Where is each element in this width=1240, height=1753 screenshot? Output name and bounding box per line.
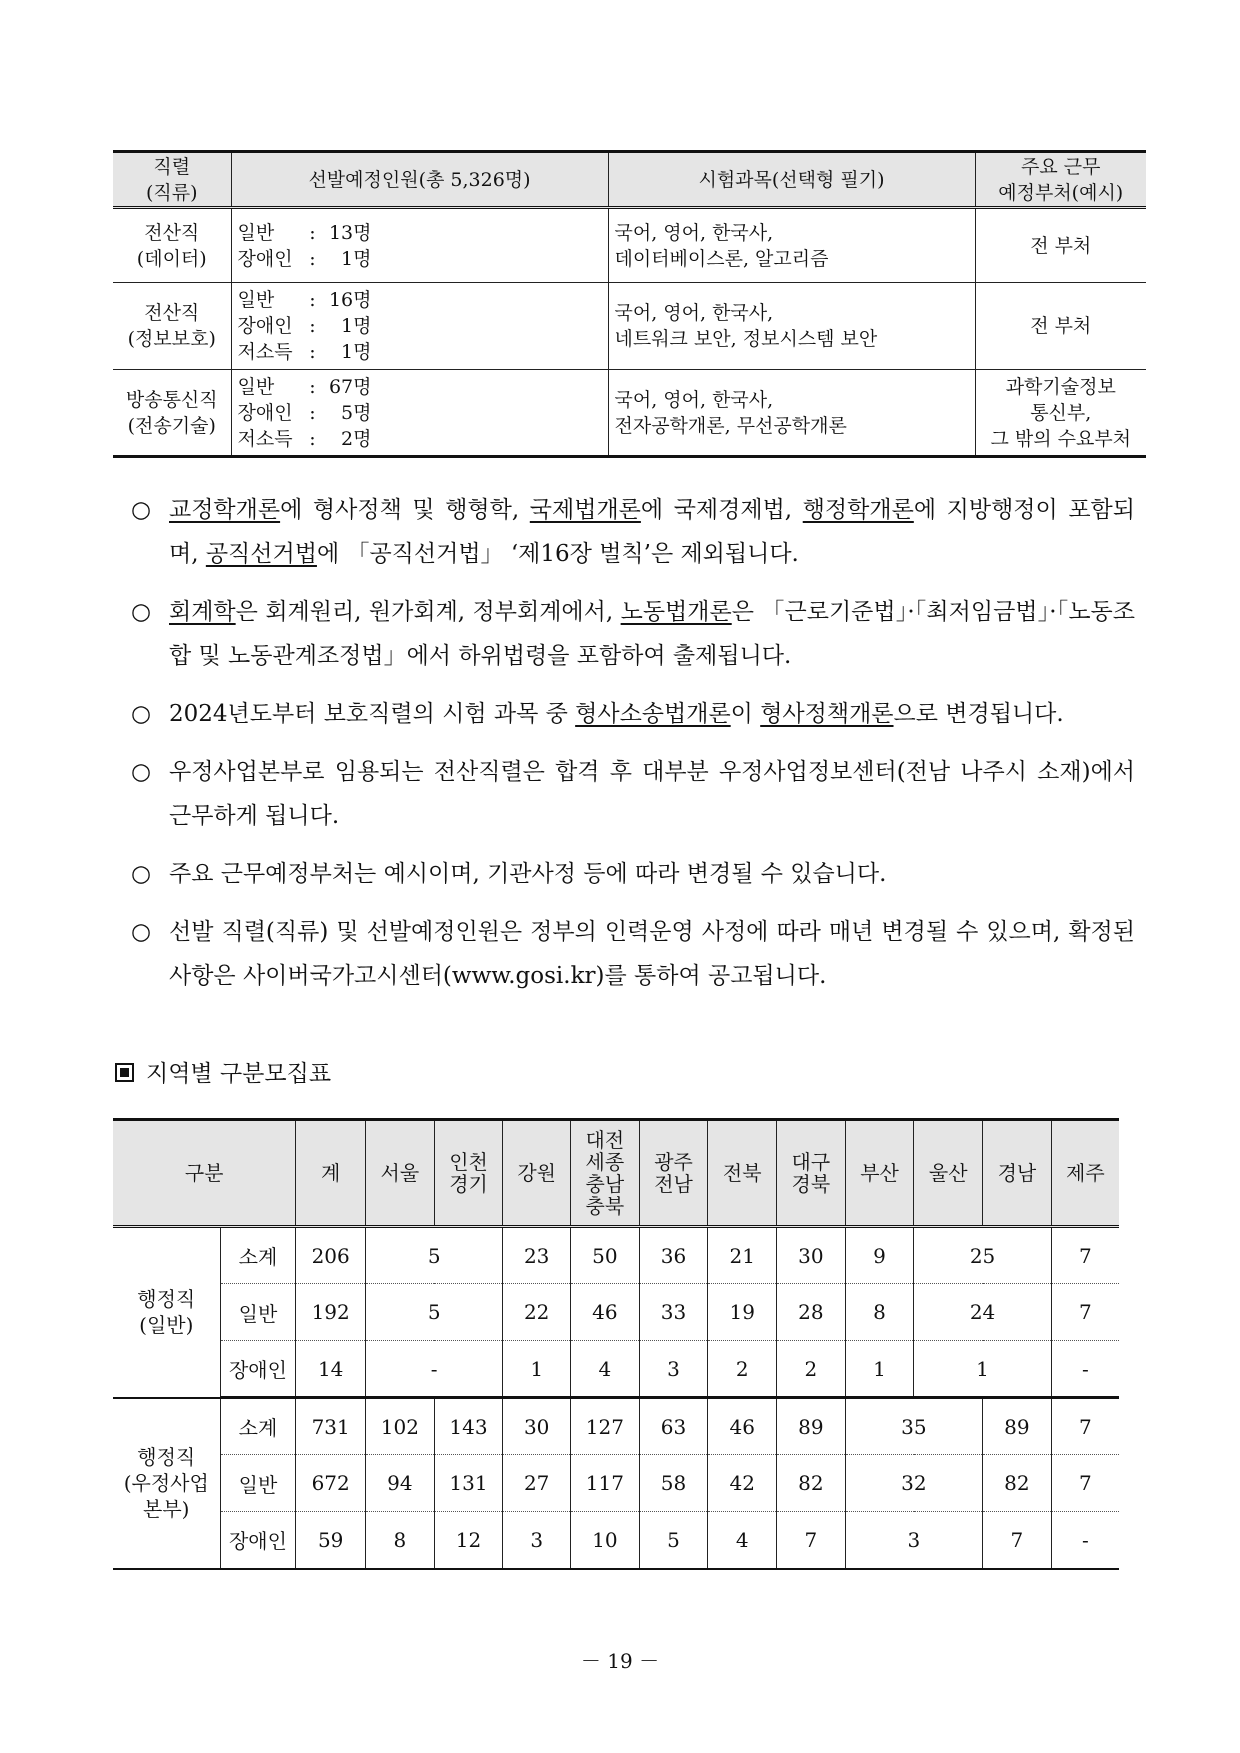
note-text: 에 지방행정이 포함되며, <box>169 497 1135 567</box>
subjects-cell <box>608 208 975 283</box>
quota-colon: : <box>309 401 316 424</box>
value-cell: 5 <box>639 1512 708 1569</box>
value-cell: 117 <box>571 1455 640 1512</box>
table-row <box>113 370 1146 457</box>
value-cell: 89 <box>777 1398 846 1455</box>
header-region: 서울 <box>366 1120 435 1227</box>
text-line: 대구 <box>791 1150 831 1174</box>
quota-type: 저소득 <box>237 341 293 363</box>
total-cell: 672 <box>296 1455 366 1512</box>
note-text: 이 <box>730 701 761 727</box>
note-text: 2024년도부터 보호직렬의 시험 과목 중 <box>169 701 576 727</box>
value-cell: 7 <box>983 1512 1052 1569</box>
header-region <box>777 1120 846 1227</box>
table-row <box>113 1512 1119 1569</box>
value-cell: 42 <box>708 1455 777 1512</box>
group-label <box>113 1227 220 1398</box>
value-cell: 28 <box>777 1284 846 1341</box>
text-line: 방송통신직 <box>125 388 218 411</box>
bullet-icon: ○ <box>131 759 152 785</box>
quota-colon: : <box>309 341 316 363</box>
value-cell: 2 <box>777 1341 846 1398</box>
table-row <box>113 1398 1119 1455</box>
value-cell: 9 <box>845 1227 914 1284</box>
header-region: 울산 <box>914 1120 983 1227</box>
bullet-icon: ○ <box>131 497 152 523</box>
value-cell: - <box>1051 1341 1119 1398</box>
note-item <box>125 692 1135 736</box>
sub-label: 장애인 <box>220 1341 296 1398</box>
note-term: 국제법개론 <box>529 497 641 523</box>
quota-type: 장애인 <box>237 247 293 270</box>
text-line: 행정직 <box>137 1445 196 1469</box>
text-line: 행정직 <box>137 1287 196 1312</box>
header-subjects <box>608 152 975 208</box>
text-line: 국어, 영어, 한국사, <box>614 221 774 244</box>
quota-colon: : <box>309 315 316 337</box>
quota-line <box>238 426 602 452</box>
quota-colon: : <box>309 221 316 244</box>
total-cell: 192 <box>296 1284 366 1341</box>
text-line: 경기 <box>449 1172 488 1196</box>
note-term: 형사소송법개론 <box>575 701 731 727</box>
table-row <box>113 1284 1119 1341</box>
section-title <box>115 1055 331 1088</box>
value-cell: 4 <box>708 1512 777 1569</box>
value-cell: 8 <box>845 1284 914 1341</box>
text-line: 데이터베이스론, 알고리즘 <box>614 247 829 270</box>
text-line: (일반) <box>139 1313 194 1338</box>
header-category: 구분 <box>113 1120 296 1227</box>
value-cell: 24 <box>914 1284 1051 1341</box>
value-cell: 63 <box>639 1398 708 1455</box>
bullet-icon: ○ <box>131 861 152 887</box>
text-line: 세종 <box>585 1150 625 1174</box>
header-region: 전북 <box>708 1120 777 1227</box>
regional-table-header <box>113 1120 1119 1227</box>
value-cell: - <box>1051 1512 1119 1569</box>
dept-cell <box>975 370 1146 457</box>
note-term: 노동법개론 <box>620 599 732 625</box>
value-cell: 89 <box>983 1398 1052 1455</box>
section-title-text: 지역별 구분모집표 <box>146 1061 332 1087</box>
sub-label: 소계 <box>220 1227 296 1284</box>
note-text: 에 형사정책 및 행형학, <box>280 497 530 523</box>
value-cell: 33 <box>639 1284 708 1341</box>
text-line: 전자공학개론, 무선공학개론 <box>614 414 847 437</box>
value-cell: 2 <box>708 1341 777 1398</box>
header-region <box>434 1120 503 1227</box>
subjects-cell <box>608 283 975 370</box>
value-cell: 8 <box>366 1512 435 1569</box>
value-cell: 143 <box>434 1398 503 1455</box>
value-cell: 127 <box>571 1398 640 1455</box>
sub-label: 소계 <box>220 1398 296 1455</box>
note-text: 에 「공직선거법」 ‘제16장 벌칙’은 제외됩니다. <box>316 541 799 567</box>
header-region <box>639 1120 708 1227</box>
quota-cell <box>231 208 608 283</box>
text-line: 본부) <box>143 1497 190 1521</box>
value-cell: 3 <box>639 1341 708 1398</box>
square-bullet-icon <box>115 1063 134 1082</box>
note-item <box>125 590 1135 678</box>
bullet-icon: ○ <box>131 701 152 727</box>
value-cell: - <box>366 1341 503 1398</box>
quota-count: 13명 <box>328 221 372 244</box>
quota-colon: : <box>309 375 316 398</box>
header-region: 강원 <box>503 1120 571 1227</box>
quota-type: 일반 <box>237 375 275 398</box>
quota-colon: : <box>309 247 316 270</box>
value-cell: 131 <box>434 1455 503 1512</box>
value-cell: 10 <box>571 1512 640 1569</box>
value-cell: 22 <box>503 1284 571 1341</box>
quota-line <box>238 220 602 246</box>
sub-label: 일반 <box>220 1455 296 1512</box>
total-cell: 14 <box>296 1341 366 1398</box>
value-cell: 7 <box>1051 1398 1119 1455</box>
quota-count: 1명 <box>341 341 372 363</box>
quota-colon: : <box>309 427 316 450</box>
value-cell: 50 <box>571 1227 640 1284</box>
text-line: (직류) <box>145 181 198 204</box>
series-cell <box>113 208 231 283</box>
header-dept <box>975 152 1146 208</box>
text-line: 그 밖의 수요부처 <box>990 427 1132 450</box>
quota-line <box>238 313 602 339</box>
text-line: 국어, 영어, 한국사, <box>614 388 774 411</box>
value-cell: 1 <box>845 1341 914 1398</box>
quota-count: 5명 <box>341 401 372 424</box>
text-line: 예정부처(예시) <box>998 181 1124 204</box>
note-item <box>125 910 1135 998</box>
table-row <box>113 283 1146 370</box>
value-cell: 7 <box>1051 1284 1119 1341</box>
header-region: 계 <box>296 1120 366 1227</box>
note-term: 행정학개론 <box>802 497 914 523</box>
note-text: 은 「근로기준법」·「최저임금법」·「노동조합 및 노동관계조정법」에서 하위법령을 포함하여 출제됩니다. <box>169 599 1135 669</box>
text-line: 직렬 <box>153 155 191 178</box>
value-cell: 5 <box>366 1227 503 1284</box>
quota-count: 67명 <box>328 375 372 398</box>
text-line: 전산직 <box>144 302 200 324</box>
value-cell: 94 <box>366 1455 435 1512</box>
value-cell: 30 <box>777 1227 846 1284</box>
text-line: (우정사업 <box>123 1471 209 1495</box>
value-cell: 3 <box>503 1512 571 1569</box>
subjects-cell <box>608 370 975 457</box>
note-text: 에 국제경제법, <box>640 497 803 523</box>
series-cell <box>113 283 231 370</box>
total-cell: 731 <box>296 1398 366 1455</box>
text-line: 대전 <box>585 1128 625 1152</box>
header-quota <box>231 152 608 208</box>
value-cell: 3 <box>845 1512 982 1569</box>
text-line: 국어, 영어, 한국사, <box>614 302 774 324</box>
header-region: 부산 <box>845 1120 914 1227</box>
value-cell: 7 <box>1051 1455 1119 1512</box>
note-text: 선발 직렬(직류) 및 선발예정인원은 정부의 인력운영 사정에 따라 매년 변경될 수 있으며, 확정된 사항은 사이버국가고시센터(www.gosi.kr)를 통하여 공고됩니다. <box>169 919 1135 989</box>
note-term: 회계학 <box>169 599 236 625</box>
text-line: (데이터) <box>136 247 207 270</box>
quota-count: 16명 <box>328 289 372 311</box>
value-cell: 30 <box>503 1398 571 1455</box>
total-cell: 206 <box>296 1227 366 1284</box>
note-text: 으로 변경됩니다. <box>893 701 1064 727</box>
recruitment-table-header <box>113 152 1146 208</box>
text-line: 광주 <box>654 1150 693 1174</box>
note-term: 공직선거법 <box>205 541 317 567</box>
sub-label: 일반 <box>220 1284 296 1341</box>
value-cell: 5 <box>366 1284 503 1341</box>
value-cell: 32 <box>845 1455 982 1512</box>
regional-table <box>113 1118 1119 1570</box>
sub-label: 장애인 <box>220 1512 296 1569</box>
text-line: (전송기술) <box>127 414 216 437</box>
value-cell: 82 <box>983 1455 1052 1512</box>
table-row <box>113 1227 1119 1284</box>
text-line: 경북 <box>791 1172 831 1196</box>
quota-line <box>238 287 602 313</box>
quota-line <box>238 339 602 365</box>
quota-type: 저소득 <box>237 427 293 450</box>
quota-count: 1명 <box>341 315 372 337</box>
text-line: 인천 <box>449 1150 488 1174</box>
value-cell: 102 <box>366 1398 435 1455</box>
quota-type: 장애인 <box>237 401 293 424</box>
quota-line <box>238 374 602 400</box>
value-cell: 35 <box>845 1398 982 1455</box>
value-cell: 46 <box>708 1398 777 1455</box>
quota-cell <box>231 370 608 457</box>
quota-line <box>238 246 602 272</box>
notes-list <box>125 488 1135 1012</box>
note-text: 은 회계원리, 원가회계, 정부회계에서, <box>235 599 621 625</box>
table-row <box>113 208 1146 283</box>
value-cell: 36 <box>639 1227 708 1284</box>
quota-cell <box>231 283 608 370</box>
note-text: 우정사업본부로 임용되는 전산직렬은 합격 후 대부분 우정사업정보센터(전남 나주시 소재)에서 근무하게 됩니다. <box>169 759 1135 829</box>
dept-cell: 전 부처 <box>975 208 1146 283</box>
quota-colon: : <box>309 289 316 311</box>
quota-count: 2명 <box>341 427 372 450</box>
recruitment-table <box>113 150 1146 458</box>
text-line: 주요 근무 <box>1021 155 1101 178</box>
quota-type: 일반 <box>237 221 275 244</box>
value-cell: 1 <box>503 1341 571 1398</box>
text-line: 선발예정인원(총 5,326명) <box>308 168 531 191</box>
header-region: 경남 <box>983 1120 1052 1227</box>
table-row <box>113 1455 1119 1512</box>
bullet-icon: ○ <box>131 919 152 945</box>
value-cell: 23 <box>503 1227 571 1284</box>
value-cell: 12 <box>434 1512 503 1569</box>
page-number: － 19 － <box>580 1649 660 1673</box>
dept-cell: 전 부처 <box>975 283 1146 370</box>
table-row <box>113 1341 1119 1398</box>
note-item <box>125 488 1135 576</box>
text-line: 충북 <box>585 1194 625 1218</box>
quota-line <box>238 400 602 426</box>
quota-type: 일반 <box>237 289 275 311</box>
value-cell: 46 <box>571 1284 640 1341</box>
value-cell: 4 <box>571 1341 640 1398</box>
value-cell: 25 <box>914 1227 1051 1284</box>
series-cell <box>113 370 231 457</box>
note-term: 교정학개론 <box>169 497 281 523</box>
value-cell: 19 <box>708 1284 777 1341</box>
note-item <box>125 852 1135 896</box>
note-term: 형사정책개론 <box>760 701 894 727</box>
group-label <box>113 1398 220 1569</box>
header-series <box>113 152 231 208</box>
value-cell: 21 <box>708 1227 777 1284</box>
text-line: 전산직 <box>144 221 200 244</box>
quota-type: 장애인 <box>237 315 293 337</box>
text-line: 통신부, <box>1030 401 1092 424</box>
quota-count: 1명 <box>341 247 372 270</box>
value-cell: 7 <box>777 1512 846 1569</box>
text-line: 시험과목(선택형 필기) <box>698 168 885 191</box>
total-cell: 59 <box>296 1512 366 1569</box>
bullet-icon: ○ <box>131 599 152 625</box>
text-line: 네트워크 보안, 정보시스템 보안 <box>614 328 878 350</box>
text-line: 충남 <box>585 1172 625 1196</box>
value-cell: 58 <box>639 1455 708 1512</box>
text-line: 과학기술정보 <box>1005 375 1116 398</box>
value-cell: 82 <box>777 1455 846 1512</box>
header-region <box>571 1120 640 1227</box>
text-line: (정보보호) <box>127 328 216 350</box>
text-line: 전남 <box>654 1172 693 1196</box>
note-text: 주요 근무예정부처는 예시이며, 기관사정 등에 따라 변경될 수 있습니다. <box>169 861 887 887</box>
value-cell: 27 <box>503 1455 571 1512</box>
value-cell: 7 <box>1051 1227 1119 1284</box>
value-cell: 1 <box>914 1341 1051 1398</box>
header-region: 제주 <box>1051 1120 1119 1227</box>
note-item <box>125 750 1135 838</box>
